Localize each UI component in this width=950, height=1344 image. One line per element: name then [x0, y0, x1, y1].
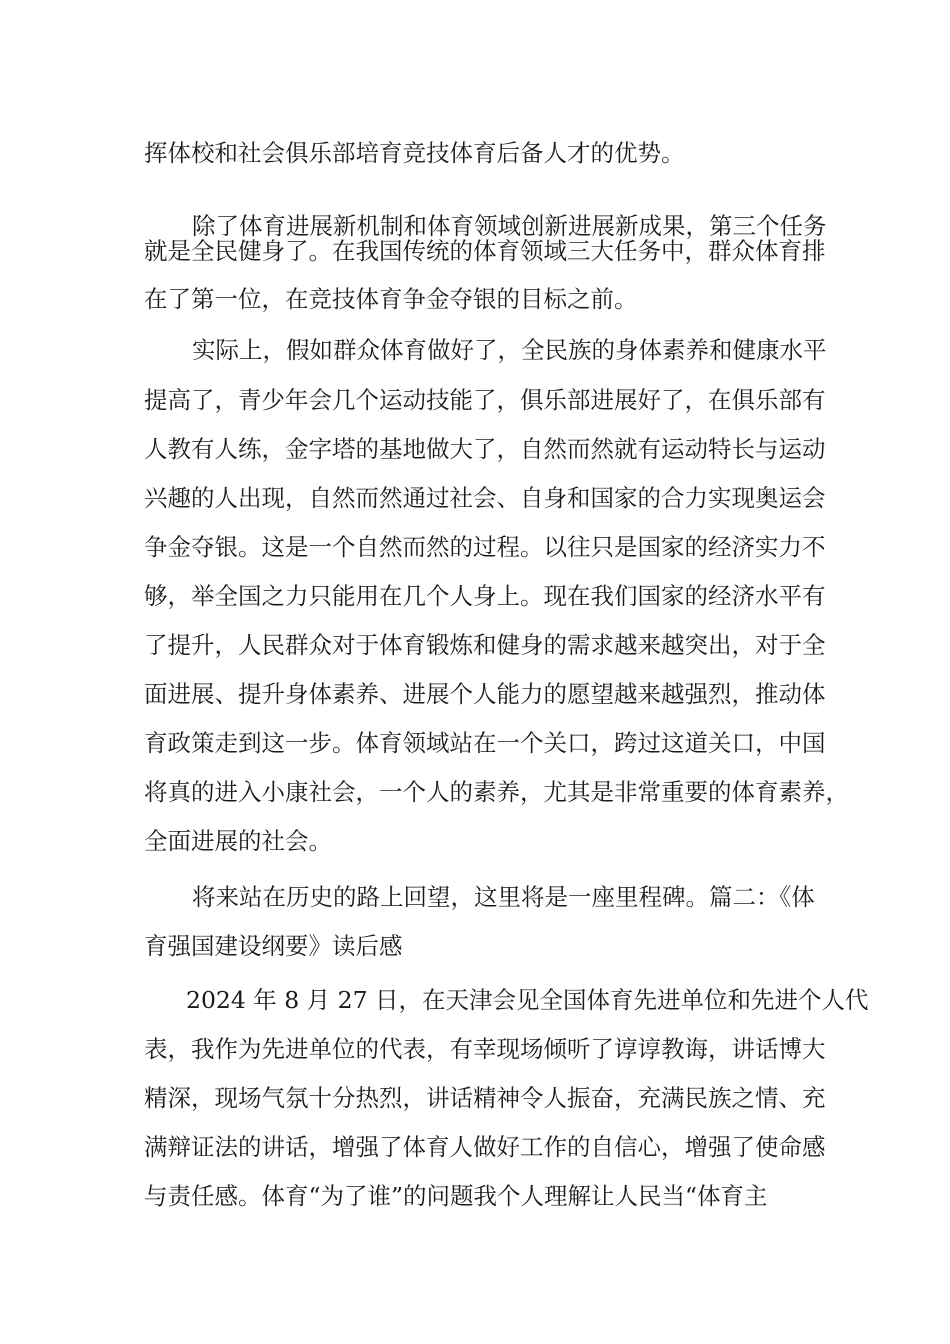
text-line: 精深，现场气氛十分热烈，讲话精神令人振奋，充满民族之情、充: [144, 1084, 826, 1112]
text-line: 满辩证法的讲话，增强了体育人做好工作的自信心，增强了使命感: [144, 1133, 826, 1161]
text-line: 育政策走到这一步。体育领域站在一个关口，跨过这道关口，中国: [144, 729, 826, 757]
paragraph-first-line: 将来站在历史的路上回望，这里将是一座里程碑。篇二：《体: [192, 883, 815, 911]
text-line: 人教有人练，金字塔的基地做大了，自然而然就有运动特长与运动: [144, 435, 826, 463]
text-line: 将真的进入小康社会，一个人的素养，尤其是非常重要的体育素养，: [144, 778, 849, 806]
text-line: 面进展、提升身体素养、进展个人能力的愿望越来越强烈，推动体: [144, 680, 826, 708]
text-line: 了提升，人民群众对于体育锻炼和健身的需求越来越突出，对于全: [144, 631, 826, 659]
text-line: 与责任感。体育“为了谁”的问题我个人理解让人民当“体育主: [144, 1182, 768, 1210]
paragraph-first-line: 除了体育进展新机制和体育领域创新进展新成果，第三个任务: [192, 212, 827, 240]
text-line: 育强国建设纲要》读后感: [144, 932, 403, 960]
text-line: 表，我作为先进单位的代表，有幸现场倾听了谆谆教诲，讲话博大: [144, 1035, 826, 1063]
text-line: 就是全民健身了。在我国传统的体育领域三大任务中，群众体育排: [144, 237, 826, 265]
text-line: 兴趣的人出现，自然而然通过社会、自身和国家的合力实现奥运会: [144, 484, 826, 512]
text-line: 争金夺银。这是一个自然而然的过程。以往只是国家的经济实力不: [144, 533, 826, 561]
paragraph-first-line: 实际上，假如群众体育做好了，全民族的身体素养和健康水平: [192, 336, 827, 364]
text-line: 全面进展的社会。: [144, 827, 332, 855]
text-line: 提高了，青少年会几个运动技能了，俱乐部进展好了，在俱乐部有: [144, 386, 826, 414]
text-line: 在了第一位，在竞技体育争金夺银的目标之前。: [144, 285, 638, 313]
text-line: 够，举全国之力只能用在几个人身上。现在我们国家的经济水平有: [144, 582, 826, 610]
paragraph-first-line: 2024 年 8 月 27 日，在天津会见全国体育先进单位和先进个人代: [186, 986, 869, 1014]
text-line: 挥体校和社会俱乐部培育竞技体育后备人才的优势。: [144, 139, 685, 167]
